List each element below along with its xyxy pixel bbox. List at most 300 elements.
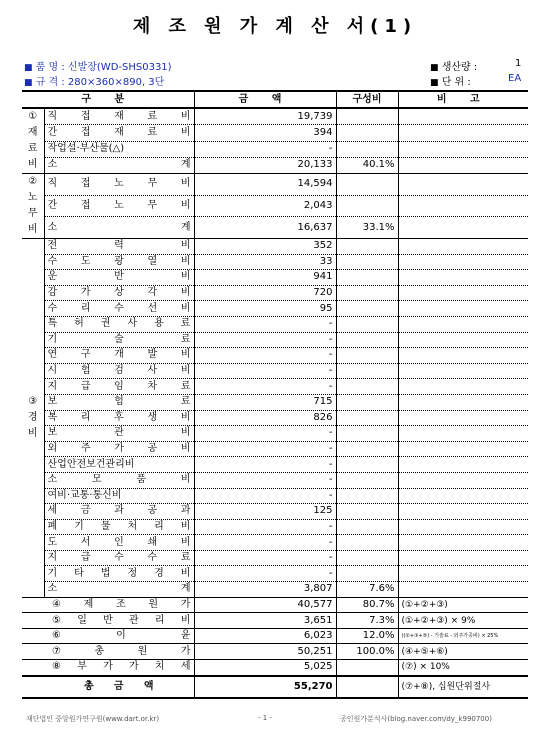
row-label-part: 쇄: [147, 536, 158, 548]
row-label-part: 사: [147, 365, 158, 377]
amount-cell: 19,739: [194, 108, 336, 125]
row-label-part: 비: [180, 349, 191, 361]
row-label-text: [84, 680, 154, 694]
row-label-part: 인: [114, 536, 124, 548]
total-ratio: [336, 676, 398, 698]
ratio-cell: 80.7%: [336, 597, 398, 613]
table-row: [22, 270, 528, 286]
row-label-part: 험: [80, 365, 91, 377]
row-label-part: 리: [80, 411, 91, 423]
row-label: [22, 644, 194, 660]
amount-cell: 3,807: [194, 582, 336, 598]
amount-cell: 50,251: [194, 644, 336, 660]
row-label-text: [48, 270, 191, 284]
amount-cell: -: [194, 363, 336, 379]
row-label-part: 가: [80, 287, 91, 299]
table-row: [22, 519, 528, 535]
note-cell: [398, 217, 528, 239]
row-label-part: 총: [94, 645, 105, 657]
row-label-text: [48, 158, 191, 172]
row-label-part: 금: [113, 680, 124, 692]
table-row: [22, 348, 528, 364]
note-cell: [398, 441, 528, 457]
table-row: [22, 582, 528, 598]
row-label-part: 기: [47, 567, 58, 579]
table-row: [22, 301, 528, 317]
row-label-part: 료: [147, 110, 158, 122]
row-label-part: 비: [180, 302, 191, 314]
row-label-part: 비: [180, 567, 191, 579]
row-label-part: 각: [147, 287, 158, 299]
row-label: [44, 504, 194, 520]
section-label-text: ① 재 료 비: [27, 111, 38, 170]
row-label-part: 폐: [47, 520, 58, 532]
col-header-amount: 금 액: [194, 91, 336, 108]
row-label: [44, 254, 194, 270]
row-label: [44, 270, 194, 286]
table-row: [22, 504, 528, 520]
row-label-part: 감: [47, 287, 58, 299]
row-label-text: [48, 110, 191, 124]
row-label-part: 검: [114, 365, 124, 377]
row-label: [44, 410, 194, 426]
ratio-cell: [336, 504, 398, 520]
row-label-part: 처: [127, 520, 138, 532]
bullet-square-icon: ■: [430, 63, 439, 73]
row-label-part: 지: [47, 552, 58, 564]
row-label-part: 수: [114, 552, 124, 564]
row-label: [44, 125, 194, 141]
ratio-cell: [336, 488, 398, 504]
table-row: [22, 379, 528, 395]
row-label-part: 운: [47, 271, 58, 283]
row-label-part: 조: [116, 598, 126, 610]
amount-cell: 394: [194, 125, 336, 141]
spec-line: [24, 73, 164, 88]
table-row: [22, 566, 528, 582]
row-label-part: 물: [100, 520, 111, 532]
amount-cell: -: [194, 141, 336, 157]
ratio-cell: [336, 254, 398, 270]
row-label: [44, 195, 194, 217]
row-label: [44, 239, 194, 255]
row-label: [44, 141, 194, 157]
row-label-part: 보: [47, 427, 58, 439]
col-header-category: 구 분: [22, 91, 194, 108]
ratio-cell: [336, 174, 398, 196]
row-label-part: 수: [47, 302, 58, 314]
ratio-cell: [336, 363, 398, 379]
amount-cell: 14,594: [194, 174, 336, 196]
row-label-part: 차: [147, 380, 158, 392]
row-label: [44, 441, 194, 457]
row-label-text: [48, 199, 191, 213]
row-label-part: 경: [154, 567, 164, 579]
row-label-part: 료: [180, 318, 191, 330]
ratio-cell: [336, 332, 398, 348]
amount-cell: 125: [194, 504, 336, 520]
row-label-part: 비: [180, 178, 191, 190]
row-label-text: [48, 380, 191, 394]
row-label-part: 연: [47, 349, 58, 361]
row-label-part: 허: [74, 318, 84, 330]
row-label-part: ⑦: [52, 645, 61, 657]
summary-row: [22, 628, 528, 644]
row-label-part: 수: [147, 552, 158, 564]
row-label-text: [48, 411, 191, 425]
amount-cell: 6,023: [194, 628, 336, 644]
row-label-part: 비: [180, 110, 191, 122]
row-label-part: 비: [180, 443, 191, 455]
ratio-cell: [336, 519, 398, 535]
row-label-part: 품: [136, 474, 147, 486]
note-cell: [398, 125, 528, 141]
note-cell: [398, 504, 528, 520]
note-cell: [398, 550, 528, 566]
table-row: [22, 239, 528, 255]
row-label-text: [52, 614, 191, 628]
note-cell: [398, 582, 528, 598]
ratio-cell: [336, 550, 398, 566]
row-label-part: 생: [147, 411, 158, 423]
row-label-part: 직: [47, 178, 58, 190]
row-label-part: 상: [114, 287, 124, 299]
ratio-cell: 33.1%: [336, 217, 398, 239]
row-label-part: 가: [114, 443, 124, 455]
row-label-part: 리: [154, 520, 164, 532]
row-label-text: [48, 317, 191, 331]
table-header-row: [22, 91, 528, 108]
row-label: [22, 613, 194, 629]
row-label-text: 여비·교통·통신비: [47, 489, 122, 501]
note-cell: [398, 316, 528, 332]
summary-row: [22, 660, 528, 676]
row-label-text: [48, 504, 191, 518]
amount-cell: 33: [194, 254, 336, 270]
row-label-text: [48, 536, 191, 550]
row-label-text: [52, 645, 191, 659]
row-label: [44, 316, 194, 332]
row-label: [44, 332, 194, 348]
section-label-text: ② 노 무 비: [27, 176, 38, 235]
row-label-part: 소: [47, 221, 58, 233]
note-cell: [398, 108, 528, 125]
summary-row: [22, 644, 528, 660]
amount-cell: -: [194, 332, 336, 348]
row-label-part: 험: [114, 396, 124, 408]
ratio-cell: 12.0%: [336, 628, 398, 644]
ratio-cell: [336, 316, 398, 332]
ratio-cell: [336, 379, 398, 395]
row-label-text: [48, 395, 191, 409]
row-label-part: 특: [47, 318, 58, 330]
row-label-text: 산업안전보건관리비: [47, 458, 135, 470]
row-label: [22, 628, 194, 644]
ratio-cell: [336, 410, 398, 426]
amount-cell: 941: [194, 270, 336, 286]
table-row: [22, 441, 528, 457]
row-label-text: [48, 221, 191, 235]
bullet-square-icon: ■: [24, 63, 33, 73]
ratio-cell: [336, 195, 398, 217]
row-label: [44, 426, 194, 442]
row-label-text: [52, 598, 191, 612]
row-label-text: [52, 660, 191, 674]
row-label-part: 노: [114, 178, 124, 190]
note-cell: [398, 488, 528, 504]
row-label-part: 무: [147, 178, 158, 190]
ratio-cell: [336, 348, 398, 364]
table-row: [22, 472, 528, 488]
table-row: [22, 535, 528, 551]
amount-cell: 826: [194, 410, 336, 426]
ratio-cell: [336, 108, 398, 125]
table-row: [22, 285, 528, 301]
row-label-part: 과: [114, 505, 124, 517]
row-label: [44, 550, 194, 566]
row-label-text: [48, 348, 191, 362]
table-row: [22, 332, 528, 348]
row-label-part: 리: [80, 302, 91, 314]
table-row: [22, 488, 528, 504]
amount-cell: -: [194, 566, 336, 582]
row-label-part: 계: [180, 221, 191, 233]
row-label-part: ⑤: [52, 614, 61, 626]
note-cell: (①+②+③) × 9%: [401, 615, 476, 626]
ratio-cell: [336, 472, 398, 488]
row-label-part: ⑥: [52, 630, 61, 642]
row-label-text: [48, 255, 191, 269]
note-cell: [398, 254, 528, 270]
row-label-part: 접: [80, 126, 91, 138]
row-label-part: 사: [127, 318, 138, 330]
row-label-part: 급: [80, 380, 91, 392]
table-row: [22, 254, 528, 270]
table-body: [22, 108, 528, 698]
total-row: [22, 676, 528, 698]
row-label-part: 가: [180, 598, 191, 610]
row-label-part: 비: [180, 240, 191, 252]
row-label: [44, 457, 194, 473]
row-label-part: 공: [147, 443, 158, 455]
row-label-part: 반: [114, 271, 124, 283]
row-label-text: [48, 473, 191, 487]
qty-line: [430, 58, 477, 73]
amount-cell: -: [194, 535, 336, 551]
note-cell: [398, 301, 528, 317]
row-label-part: 보: [47, 396, 58, 408]
ratio-cell: [336, 285, 398, 301]
amount-cell: 40,577: [194, 597, 336, 613]
bullet-square-icon: ■: [24, 78, 33, 88]
table-row: [22, 426, 528, 442]
table-row: [22, 195, 528, 217]
row-label-part: 비: [180, 199, 191, 211]
row-label-part: 비: [180, 126, 191, 138]
product-name: 품 명 : 신발장(WD-SHS0331): [35, 62, 172, 73]
row-label-part: 비: [180, 255, 191, 267]
note-cell: [398, 379, 528, 395]
row-label: [22, 660, 194, 676]
row-label-part: 세: [180, 661, 191, 673]
table-row: [22, 217, 528, 239]
row-label-part: 접: [80, 178, 91, 190]
amount-cell: -: [194, 519, 336, 535]
row-label-text: 작업설·부산물(△): [47, 143, 125, 155]
row-label-part: 선: [147, 302, 158, 314]
row-label-part: 비: [180, 474, 191, 486]
row-label-part: 료: [180, 380, 191, 392]
table-row: [22, 363, 528, 379]
amount-cell: 95: [194, 301, 336, 317]
row-label: [44, 566, 194, 582]
unit-line: [430, 73, 471, 88]
ratio-cell: [336, 457, 398, 473]
amount-cell: 16,637: [194, 217, 336, 239]
row-label: [44, 157, 194, 173]
row-label-part: 구: [80, 349, 91, 361]
ratio-cell: [336, 535, 398, 551]
row-label-part: 일: [77, 614, 87, 626]
amount-cell: -: [194, 441, 336, 457]
row-label-text: [48, 126, 191, 140]
row-label: [44, 174, 194, 196]
row-label-text: [48, 426, 191, 440]
note-cell: [398, 348, 528, 364]
row-label-part: 가: [129, 661, 139, 673]
row-label-part: 계: [180, 159, 191, 171]
table-row: [22, 410, 528, 426]
row-label-part: 시: [47, 365, 58, 377]
row-label-part: 기: [74, 520, 84, 532]
row-label-part: 발: [147, 349, 158, 361]
row-label-part: 료: [147, 126, 158, 138]
row-label-part: 법: [100, 567, 111, 579]
footer-left: 재단법인 중앙원가연구원(www.dart.or.kr): [26, 715, 160, 723]
row-label-part: 간: [47, 199, 58, 211]
row-label: [44, 217, 194, 239]
table-row: [22, 108, 528, 125]
row-label: [44, 108, 194, 125]
row-label-part: 료: [180, 552, 191, 564]
row-label-part: 비: [180, 614, 191, 626]
row-label-part: 접: [80, 199, 91, 211]
row-label-part: 수: [114, 302, 124, 314]
amount-cell: 5,025: [194, 660, 336, 676]
row-label-part: 이: [116, 630, 126, 642]
amount-cell: 720: [194, 285, 336, 301]
row-label-part: 부: [77, 661, 87, 673]
row-label-part: 재: [114, 110, 124, 122]
amount-cell: -: [194, 457, 336, 473]
row-label-part: 도: [80, 255, 91, 267]
note-cell: [398, 195, 528, 217]
row-label: [44, 582, 194, 598]
row-label-part: 외: [47, 443, 58, 455]
ratio-cell: [336, 394, 398, 410]
page-title: 제 조 원 가 계 산 서(1): [132, 16, 418, 37]
note-cell: ((②+③+⑤) - 기술료 - 외주가공비) × 25%: [401, 633, 499, 640]
row-label-part: 임: [114, 380, 124, 392]
amount-cell: 20,133: [194, 157, 336, 173]
row-label-part: 세: [47, 505, 58, 517]
row-label-part: 료: [180, 396, 191, 408]
amount-cell: 3,651: [194, 613, 336, 629]
row-label-text: [48, 520, 191, 534]
row-label: [44, 535, 194, 551]
note-cell: [398, 270, 528, 286]
amount-cell: -: [194, 550, 336, 566]
row-label-part: 재: [114, 126, 124, 138]
row-label-part: 가: [180, 645, 191, 657]
row-label-part: 윤: [180, 630, 191, 642]
section-label: [22, 239, 44, 598]
note-cell: [398, 141, 528, 157]
note-cell: [398, 174, 528, 196]
table-row: [22, 394, 528, 410]
row-label-part: 력: [114, 240, 124, 252]
row-label-part: 서: [80, 536, 91, 548]
row-label-part: 리: [154, 614, 165, 626]
amount-cell: -: [194, 316, 336, 332]
row-label-part: 비: [180, 536, 191, 548]
row-label-part: 금: [80, 505, 91, 517]
ratio-cell: 7.3%: [336, 613, 398, 629]
row-label-part: 접: [80, 110, 91, 122]
note-cell: [398, 410, 528, 426]
row-label-part: 소: [47, 583, 58, 595]
row-label: [44, 285, 194, 301]
row-label: [44, 363, 194, 379]
row-label-part: 타: [74, 567, 84, 579]
ratio-cell: [336, 660, 398, 676]
table-row: [22, 550, 528, 566]
row-label-text: [48, 333, 191, 347]
col-header-ratio: 구성비: [336, 91, 398, 108]
total-amount: 55,270: [194, 676, 336, 698]
footer-center: - 1 -: [258, 714, 272, 722]
note-cell: [398, 472, 528, 488]
ratio-cell: [336, 441, 398, 457]
table-row: [22, 157, 528, 173]
row-label-part: 수: [47, 255, 58, 267]
row-label-part: 료: [180, 333, 191, 345]
row-label-part: ⑧: [52, 661, 61, 673]
row-label-part: 공: [147, 505, 158, 517]
row-label-part: 지: [47, 380, 58, 392]
row-label-text: [52, 629, 191, 643]
note-cell: [398, 285, 528, 301]
row-label-part: 도: [47, 536, 58, 548]
note-cell: [398, 457, 528, 473]
footer-right: 공인원가분석사(blog.naver.com/dy_k990700): [340, 715, 492, 723]
table-row: [22, 125, 528, 141]
col-header-note: 비 고: [398, 91, 528, 108]
ratio-cell: [336, 239, 398, 255]
product-spec: 규 격 : 280×360×890, 3단: [35, 77, 165, 88]
note-cell: [398, 566, 528, 582]
row-label-part: 간: [47, 126, 58, 138]
amount-cell: 352: [194, 239, 336, 255]
row-label-text: [48, 442, 191, 456]
row-label: [44, 379, 194, 395]
section-label: [22, 174, 44, 239]
note-cell: [398, 519, 528, 535]
row-label: [44, 394, 194, 410]
row-label-part: 주: [80, 443, 91, 455]
section-label: [22, 108, 44, 174]
note-cell: [398, 426, 528, 442]
